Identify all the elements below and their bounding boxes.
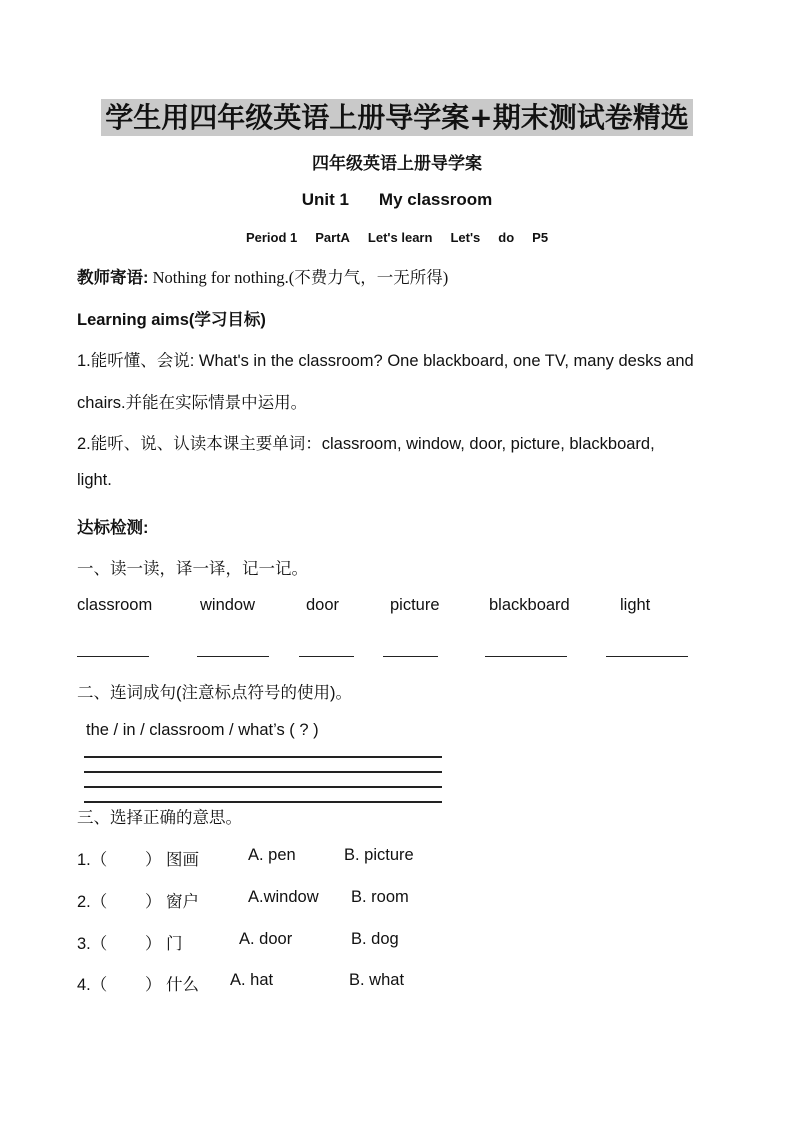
question-4-option-b[interactable]: B. what <box>349 971 405 989</box>
section2-heading: 二、连词成句(注意标点符号的使用)。 <box>77 684 352 702</box>
question-2-option-a[interactable]: A.window <box>248 888 319 906</box>
answer-blank-2[interactable] <box>197 656 269 657</box>
unit-number: Unit 1 <box>301 190 349 209</box>
answer-line-2[interactable] <box>84 771 442 773</box>
question-4-word: 什么 <box>166 976 199 994</box>
period-number: Period 1 <box>245 230 298 245</box>
answer-blank-6[interactable] <box>606 656 688 657</box>
answer-blank-4[interactable] <box>383 656 438 657</box>
unit-heading <box>0 190 794 210</box>
document-subtitle: 四年级英语上册导学案 <box>312 154 482 174</box>
question-4 <box>77 971 107 995</box>
word-window: window <box>200 596 256 614</box>
aims-heading: Learning aims(学习目标) <box>77 311 266 329</box>
answer-line-4[interactable] <box>84 801 442 803</box>
question-3 <box>77 930 107 954</box>
word-picture: picture <box>390 596 440 614</box>
question-2 <box>77 888 107 912</box>
unit-name: My classroom <box>378 190 493 209</box>
question-number: 2.（ <box>77 893 108 911</box>
answer-blank-5[interactable] <box>485 656 567 657</box>
question-1 <box>77 846 107 870</box>
question-2-word: 窗户 <box>166 893 199 911</box>
motto-text: Nothing for nothing.(不费力气，一无所得) <box>148 268 449 287</box>
answer-blank-3[interactable] <box>299 656 354 657</box>
answer-blank-1[interactable] <box>77 656 149 657</box>
period-line <box>0 230 794 245</box>
teacher-motto <box>77 264 448 288</box>
section3-heading: 三、选择正确的意思。 <box>77 809 242 827</box>
question-number: 3.（ <box>77 935 108 953</box>
question-1-option-a[interactable]: A. pen <box>248 846 296 864</box>
word-classroom: classroom <box>77 596 153 614</box>
answer-line-3[interactable] <box>84 786 442 788</box>
word-door: door <box>306 596 340 614</box>
question-4-close: ） <box>145 976 162 994</box>
question-4-option-a[interactable]: A. hat <box>230 971 274 989</box>
period-part: PartA <box>315 230 350 245</box>
question-1-close: ） <box>145 851 162 869</box>
question-3-close: ） <box>145 935 162 953</box>
question-3-word: 门 <box>166 935 183 953</box>
aims-line-1: 1.能听懂、会说: What's in the classroom? One blackboard, one TV, many desks and <box>77 352 694 370</box>
motto-label: 教师寄语: <box>77 269 149 287</box>
period-lets: Let's <box>450 230 481 245</box>
question-2-option-b[interactable]: B. room <box>351 888 409 906</box>
question-1-option-b[interactable]: B. picture <box>344 846 414 864</box>
section1-heading: 一、读一读，译一译，记一记。 <box>77 560 308 578</box>
period-page: P5 <box>532 230 549 245</box>
aims-line-2: chairs.并能在实际情景中运用。 <box>77 394 308 412</box>
question-number: 4.（ <box>77 976 108 994</box>
word-blackboard: blackboard <box>489 596 570 614</box>
question-1-word: 图画 <box>166 851 199 869</box>
sentence-prompt: the / in / classroom / what’s ( ? ) <box>86 721 319 739</box>
aims-line-3: 2.能听、说、认读本课主要单词：classroom, window, door, picture, blackboard, <box>77 435 655 453</box>
question-3-option-a[interactable]: A. door <box>239 930 293 948</box>
period-learn: Let's learn <box>367 230 433 245</box>
period-do: do <box>498 230 515 245</box>
document-title: 学生用四年级英语上册导学案+期末测试卷精选 <box>0 96 794 136</box>
question-2-close: ） <box>145 893 162 911</box>
aims-line-4: light. <box>77 471 112 489</box>
word-light: light <box>620 596 651 614</box>
check-heading: 达标检测: <box>77 519 149 537</box>
question-number: 1.（ <box>77 851 108 869</box>
question-3-option-b[interactable]: B. dog <box>351 930 399 948</box>
answer-line-1[interactable] <box>84 756 442 758</box>
